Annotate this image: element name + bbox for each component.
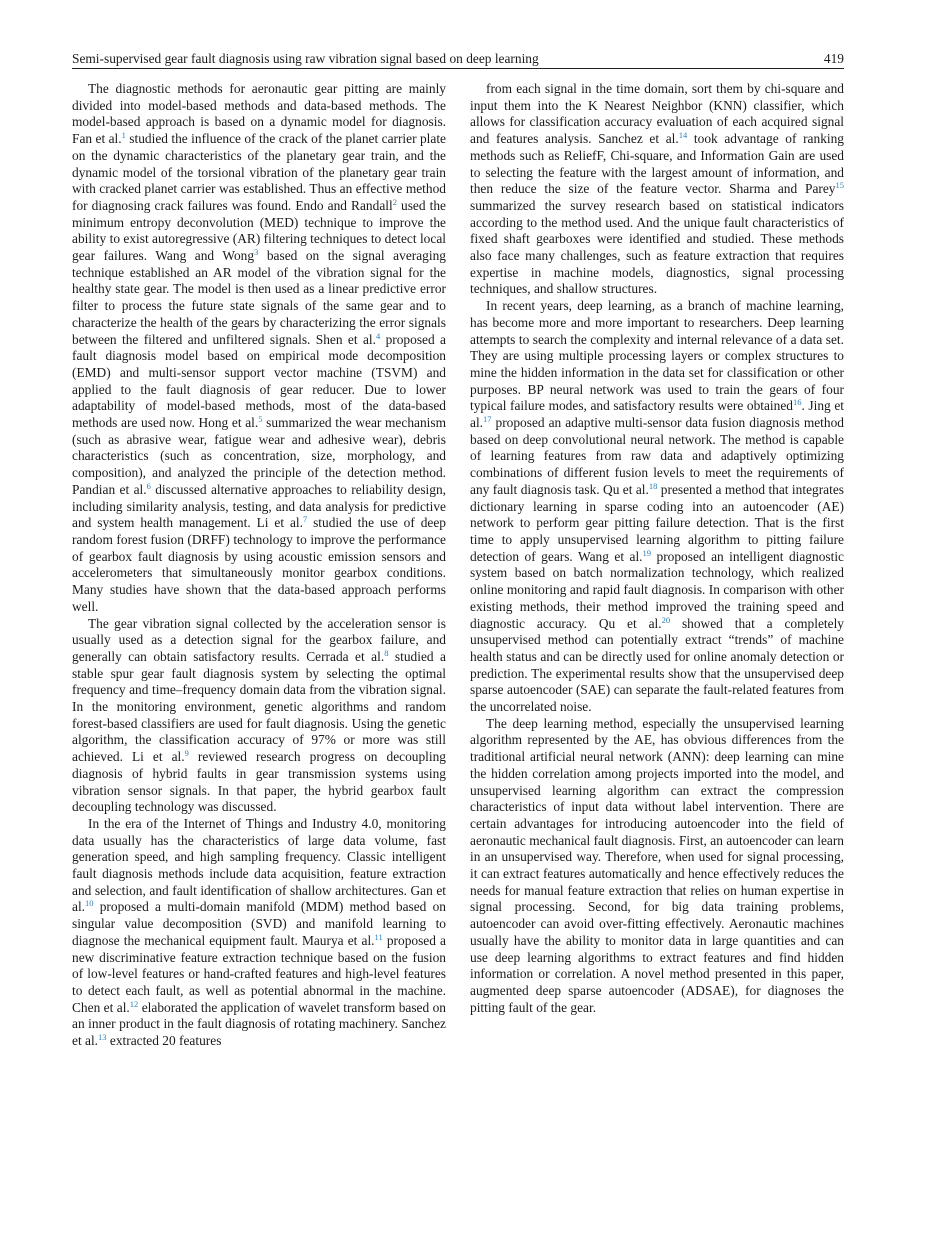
citation-link[interactable]: 11 — [374, 931, 383, 942]
paragraph-text: The gear vibration signal collected by the acceleration sensor is usually used as a detection signal for the gearbox failure, and generally can obtain satisfactory results. Cerrada et al. — [72, 615, 446, 664]
paragraph-text: proposed a multi-domain manifold (MDM) method based on singular value decomposition (SVD) and manifold learning to diagnose the mechanical equipment fault. Maurya et al. — [72, 899, 446, 948]
running-header — [72, 50, 844, 69]
citation-link[interactable]: 18 — [648, 480, 658, 491]
paragraph-text: from each signal in the time domain, sort them by chi-square and input them into the K Nearest Neighbor (KNN) classifier, which allows for classification accuracy evaluation of each acquired signal and features analysis. Sanchez et al. — [470, 81, 844, 147]
paragraph-text: took advantage of ranking methods such as ReliefF, Chi-square, and Information Gain are used to selecting the feature with the largest amount of information, and then reduce the size of the feature vector. Sharma and Parey — [470, 131, 844, 197]
left-column — [72, 81, 446, 1050]
paragraph-text: proposed an adaptive multi-sensor data fusion diagnosis method based on deep convolutional neural network. The method is capable of learning features from raw data and adaptively optimizing combinations of different fusion levels to meet the requirements of any fault diagnosis task. Qu et al. — [470, 415, 844, 497]
paragraph — [470, 81, 844, 298]
citation-link[interactable]: 4 — [375, 330, 381, 341]
page-number: 419 — [823, 51, 844, 66]
paragraph-text: studied a stable spur gear fault diagnosis system by selecting the optimal frequency and time–frequency domain data from the vibration signal. In the monitoring environment, genetic algorithms and random forest-based classifiers are used for fault diagnosis. Using the genetic algorithm, the classification accuracy of 97% or more was still achieved. Li et al. — [72, 648, 446, 765]
paragraph-text: studied the influence of the crack of the planet carrier plate on the dynamic characteristics of the planetary gear train, and the dynamic model of the torsional vibration of the planetary gear train with cracked planet carrier was established. Thus an effective method for diagnosing crack failures was found. Endo and Randall — [72, 131, 446, 213]
paragraph-text: extracted 20 features — [106, 1033, 222, 1049]
citation-link[interactable]: 17 — [483, 414, 492, 425]
citation-link[interactable]: 7 — [302, 514, 308, 525]
citation-link[interactable]: 2 — [392, 196, 397, 207]
citation-link[interactable]: 6 — [146, 480, 151, 491]
citation-link[interactable]: 12 — [129, 998, 139, 1009]
paragraph — [470, 716, 844, 1017]
paragraph-text: summarized the survey research based on statistical indicators according to the method used. And the unique fault characteristics of fixed shaft gearboxes were identified and studied. These methods also face many challenges, such as feature extraction that requires expertise in machine models, diagnostics, signal processing techniques, and shallow structures. — [470, 197, 844, 297]
citation-link[interactable]: 10 — [85, 898, 94, 909]
paragraph-text: elaborated the application of wavelet transform based on an inner product in the fault diagnosis of rotating machinery. Sanchez et al. — [72, 999, 447, 1049]
paragraph-text: The deep learning method, especially the unsupervised learning algorithm represented by the AE, has obvious differences from the traditional artificial neural network (ANN): deep learning can mine the hidden correlation among projects imported into the model, and unsupervised learning algorithm can extract the compression characteristics of input data without label intervention. There are certain advantages for introducing autoencoder into the field of aeronautic mechanical fault diagnosis. First, an autoencoder can learn in an unsupervised way. Therefore, when used for signal processing, it can extract features automatically and hence effectively reduces the needs for manual feature extraction that relies on human expertise in signal processing. Second, for big data training problems, autoencoder can avoid over-fitting effectively. Aeronautic machines usually have the ability to monitor data in large quantities and can use deep learning algorithms to extract features and find hidden information or correlation. A novel method presented in this paper, augmented deep sparse autoencoder (ADSAE), for diagnoses the pitting fault of the gear. — [470, 715, 844, 1015]
paragraph-text: used the minimum entropy deconvolution (MED) technique to improve the ability to exist autoregressive (AR) filtering techniques to detect local gear failures. Wang and Wong — [72, 197, 446, 264]
citation-link[interactable]: 16 — [792, 397, 802, 408]
citation-link[interactable]: 3 — [254, 247, 259, 258]
citation-link[interactable]: 5 — [258, 414, 263, 425]
citation-link[interactable]: 1 — [121, 130, 126, 141]
paragraph-text: The diagnostic methods for aeronautic gear pitting are mainly divided into model-based methods and data-based methods. The model-based approach is based on a dynamic model for diagnosis. Fan et al. — [72, 81, 446, 147]
citation-link[interactable]: 8 — [384, 647, 389, 658]
paragraph-text: In recent years, deep learning, as a branch of machine learning, has become more and more important to researchers. Deep learning attempts to search the complexity and internal relevance of a data set. They are using multiple processing layers or complex structures to mine the hidden information in the data set for classification or other purposes. BP neural network was used to train the gears of four typical failure modes, and satisfactory results were obtained — [470, 298, 844, 414]
paragraph-text: studied the use of deep random forest fusion (DRFF) technology to improve the performance of gearbox fault diagnosis by using acoustic emission sensors and accelerometers that simultaneously monitor gearbox conditions. Many studies have shown that the data-based approach performs well. — [72, 515, 446, 614]
citation-link[interactable]: 19 — [642, 547, 652, 558]
paragraph-text: . Jing et al. — [470, 398, 845, 431]
paragraph — [470, 298, 844, 716]
paragraph-text: showed that a completely unsupervised method can potentially extract “trends” of machine health status and can be directly used for online anomaly detection or prediction. The experimental results show that the unsupervised deep sparse autoencoder (SAE) can separate the fault-related features from the uncorrelated noise. — [470, 615, 844, 715]
paragraph — [72, 81, 446, 616]
paragraph-text: In the era of the Internet of Things and Industry 4.0, monitoring data usually has the characteristics of large data volume, fast generation speed, and high sampling frequency. Classic intelligent fault diagnosis methods include data acquisition, feature extraction and selection, and fault identification of shallow architectures. Gan et al. — [72, 815, 446, 915]
paragraph-text: reviewed research progress on decoupling diagnosis of hybrid faults in gear transmission systems using vibration sensor signals. In that paper, the hybrid gearbox fault decoupling technology was discussed. — [72, 749, 446, 815]
citation-link[interactable]: 13 — [98, 1032, 107, 1043]
paragraph-text: proposed a fault diagnosis model based on empirical mode decomposition (EMD) and multi-sensor support vector machine (TSVM) and applied to the fault diagnosis of gear reducer. Due to lower adaptability of model-based methods, most of the data-based methods are used now. Hong et al. — [72, 331, 446, 431]
citation-link[interactable]: 15 — [835, 180, 844, 191]
paragraph-text: presented a method that integrates dictionary learning in sparse coding into an autoencoder (AE) network to perform gear pitting failure detection. That is the first time to apply unsupervised learning algorithm to pitting failure detection of gears. Wang et al. — [470, 481, 844, 564]
citation-link[interactable]: 9 — [184, 748, 189, 759]
running-title: Semi-supervised gear fault diagnosis using raw vibration signal based on deep learning — [72, 51, 539, 66]
paragraph-text: proposed a new discriminative feature extraction technique based on the fusion of low-level features or hand-crafted features and high-level features to detect each fault, as well as potential abnormal in the machine. Chen et al. — [72, 932, 446, 1015]
paragraph-text: based on the signal averaging technique established an AR model of the vibration signal for the healthy state gear. The model is then used as a linear predictive error filter to process the future state signals of the same gear and to characterize the health of the gears by characterizing the error signals between the filtered and unfiltered signals. Shen et al. — [72, 248, 446, 347]
citation-link[interactable]: 14 — [678, 130, 688, 141]
citation-link[interactable]: 20 — [661, 614, 671, 625]
paragraph-text: discussed alternative approaches to reliability design, including similarity analysis, testing, and data analysis for predictive and system health management. Li et al. — [72, 481, 446, 531]
paragraph-text: proposed an intelligent diagnostic system based on batch normalization technology, which realized online monitoring and rapid fault diagnosis. In comparison with other existing methods, their method improved the training speed and diagnostic accuracy. Qu et al. — [470, 548, 844, 631]
paragraph — [72, 616, 446, 816]
paragraph-text: summarized the wear mechanism (such as abrasive wear, fatigue wear and adhesive wear), debris characteristics (such as concentration, size, morphology, and composition), and analyzed the principle of the detection method. Pandian et al. — [72, 415, 446, 497]
right-column — [470, 81, 844, 1016]
paragraph — [72, 816, 446, 1050]
